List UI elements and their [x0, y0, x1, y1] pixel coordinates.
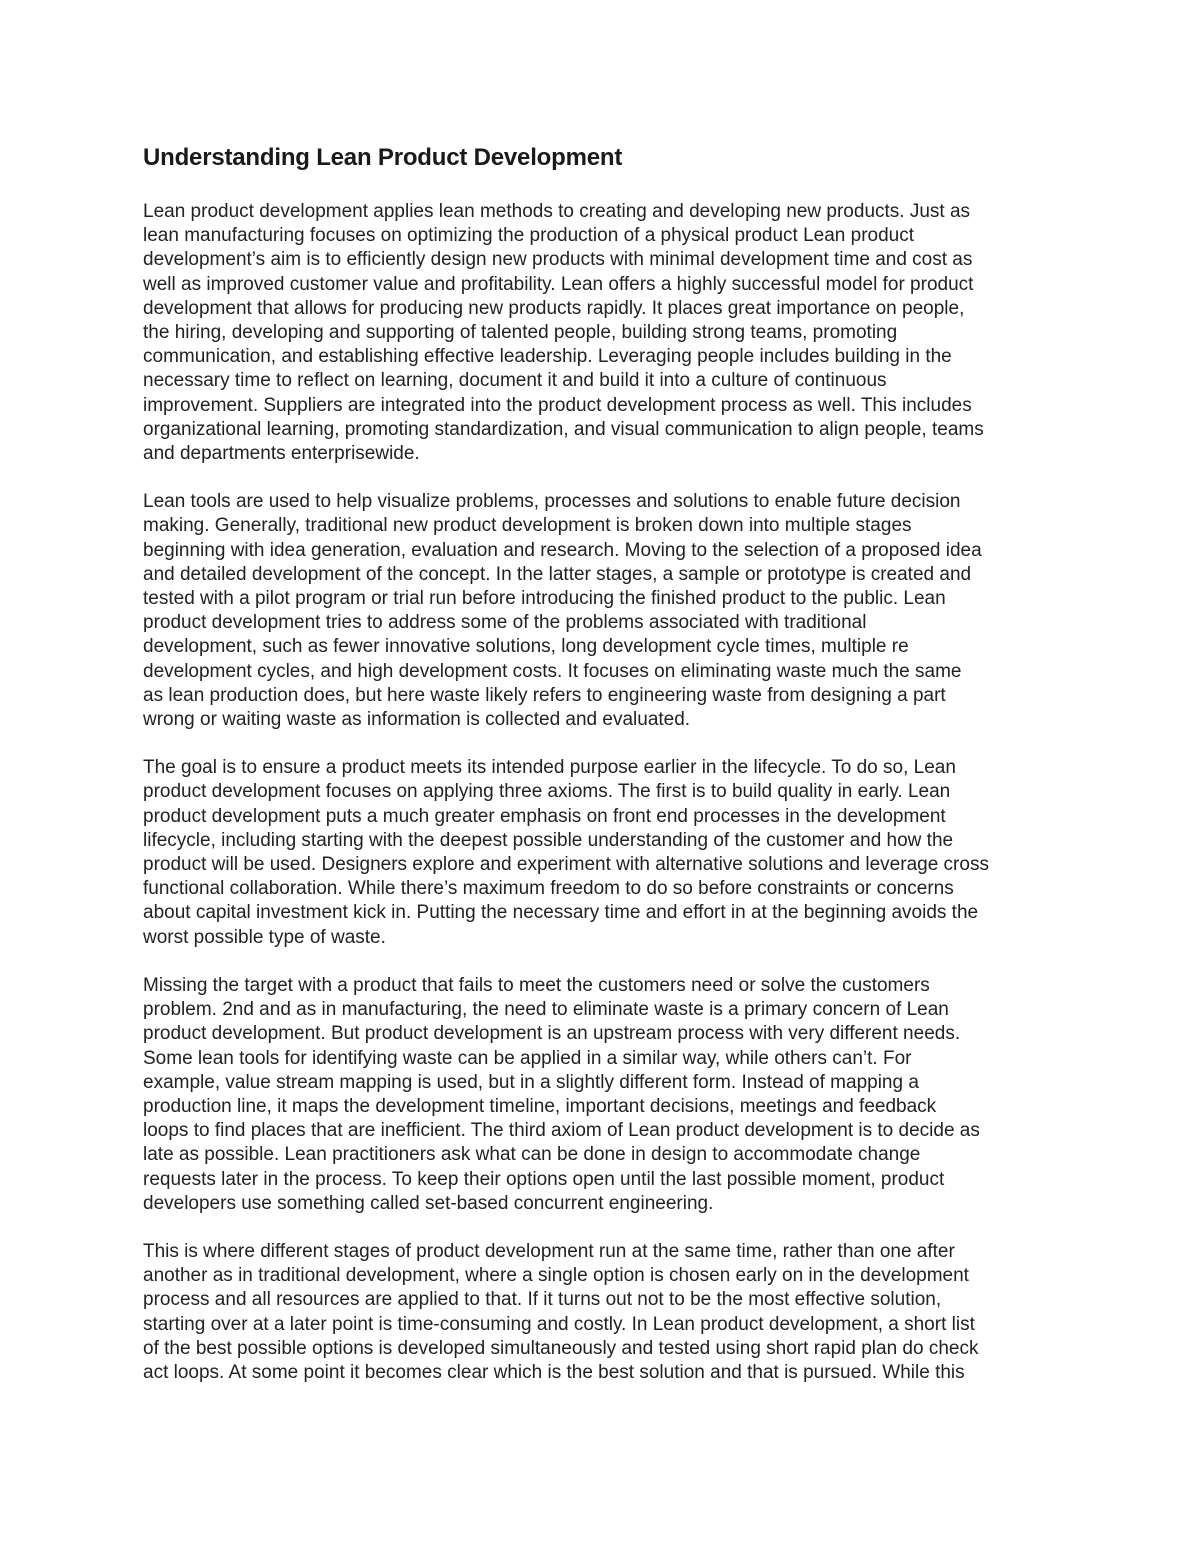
text-line: development’s aim is to efficiently design new products with minimal development time and cost as	[143, 249, 973, 271]
text-line: improvement. Suppliers are integrated into the product development process as well. This includes	[143, 394, 972, 416]
document-body	[143, 143, 1068, 1385]
text-line: starting over at a later point is time-consuming and costly. In Lean product development, a short list	[143, 1313, 975, 1335]
text-line: about capital investment kick in. Putting the necessary time and effort in at the beginning avoids the	[143, 902, 979, 924]
text-line: This is where different stages of product development run at the same time, rather than one after	[143, 1240, 955, 1262]
text-line: well as improved customer value and profitability. Lean offers a highly successful model for product	[143, 273, 974, 295]
text-line: development cycles, and high development costs. It focuses on eliminating waste much the same	[143, 660, 962, 682]
text-line: Lean tools are used to help visualize problems, processes and solutions to enable future decision	[143, 491, 961, 513]
text-line: act loops. At some point it becomes clear which is the best solution and that is pursued. While this	[143, 1361, 965, 1383]
text-line: Some lean tools for identifying waste can be applied in a similar way, while others can’t. For	[143, 1047, 912, 1069]
text-line: product development tries to address some of the problems associated with traditional	[143, 612, 867, 634]
text-line: product development. But product development is an upstream process with very different needs.	[143, 1023, 961, 1045]
text-line: late as possible. Lean practitioners ask what can be done in design to accommodate change	[143, 1144, 921, 1166]
text-line: Missing the target with a product that fails to meet the customers need or solve the customers	[143, 974, 930, 996]
text-line: problem. 2nd and as in manufacturing, the need to eliminate waste is a primary concern of Lean	[143, 999, 949, 1021]
text-line: tested with a pilot program or trial run before introducing the finished product to the public. Lean	[143, 588, 946, 610]
text-line: requests later in the process. To keep their options open until the last possible moment, product	[143, 1168, 945, 1190]
text-line: and departments enterprisewide.	[143, 443, 420, 465]
text-line: development, such as fewer innovative solutions, long development cycle times, multiple re	[143, 636, 909, 658]
text-line: development that allows for producing new products rapidly. It places great importance on people,	[143, 297, 965, 319]
text-line: functional collaboration. While there’s maximum freedom to do so before constraints or concerns	[143, 878, 954, 900]
paragraph-5	[143, 1240, 1068, 1385]
text-line: example, value stream mapping is used, but in a slightly different form. Instead of mapping a	[143, 1071, 919, 1093]
text-line: of the best possible options is developed simultaneously and tested using short rapid plan do check	[143, 1337, 979, 1359]
document-title: Understanding Lean Product Development	[143, 144, 623, 171]
text-line: and detailed development of the concept. In the latter stages, a sample or prototype is created and	[143, 563, 972, 585]
text-line: production line, it maps the development timeline, important decisions, meetings and feedback	[143, 1095, 937, 1117]
paragraph-1	[143, 200, 1068, 466]
text-line: as lean production does, but here waste likely refers to engineering waste from designing a part	[143, 684, 946, 706]
text-line: making. Generally, traditional new product development is broken down into multiple stages	[143, 515, 912, 537]
paragraph-4	[143, 974, 1068, 1216]
text-line: The goal is to ensure a product meets its intended purpose earlier in the lifecycle. To do so, Lean	[143, 757, 956, 779]
text-line: beginning with idea generation, evaluation and research. Moving to the selection of a proposed idea	[143, 539, 982, 561]
paragraph-3	[143, 756, 1068, 950]
text-line: lifecycle, including starting with the deepest possible understanding of the customer and how the	[143, 829, 954, 851]
text-line: developers use something called set-based concurrent engineering.	[143, 1192, 714, 1214]
text-line: necessary time to reflect on learning, document it and build it into a culture of continuous	[143, 370, 887, 392]
text-line: product development focuses on applying three axioms. The first is to build quality in early. Lean	[143, 781, 951, 803]
text-line: worst possible type of waste.	[143, 926, 386, 948]
text-line: the hiring, developing and supporting of talented people, building strong teams, promoting	[143, 322, 898, 344]
text-line: wrong or waiting waste as information is collected and evaluated.	[143, 709, 691, 731]
text-line: Lean product development applies lean methods to creating and developing new products. Just as	[143, 201, 971, 222]
text-line: process and all resources are applied to that. If it turns out not to be the most effective solution,	[143, 1289, 942, 1311]
text-line: product development puts a much greater emphasis on front end processes in the development	[143, 805, 946, 827]
text-line: organizational learning, promoting standardization, and visual communication to align people, teams	[143, 418, 984, 440]
text-line: communication, and establishing effective leadership. Leveraging people includes building in the	[143, 346, 952, 368]
text-line: loops to find places that are inefficient. The third axiom of Lean product development is to decide as	[143, 1120, 980, 1142]
text-line: another as in traditional development, where a single option is chosen early on in the development	[143, 1265, 969, 1287]
text-line: product will be used. Designers explore and experiment with alternative solutions and leverage cross	[143, 854, 989, 876]
text-line: lean manufacturing focuses on optimizing the production of a physical product Lean product	[143, 225, 915, 247]
paragraph-2	[143, 490, 1068, 732]
